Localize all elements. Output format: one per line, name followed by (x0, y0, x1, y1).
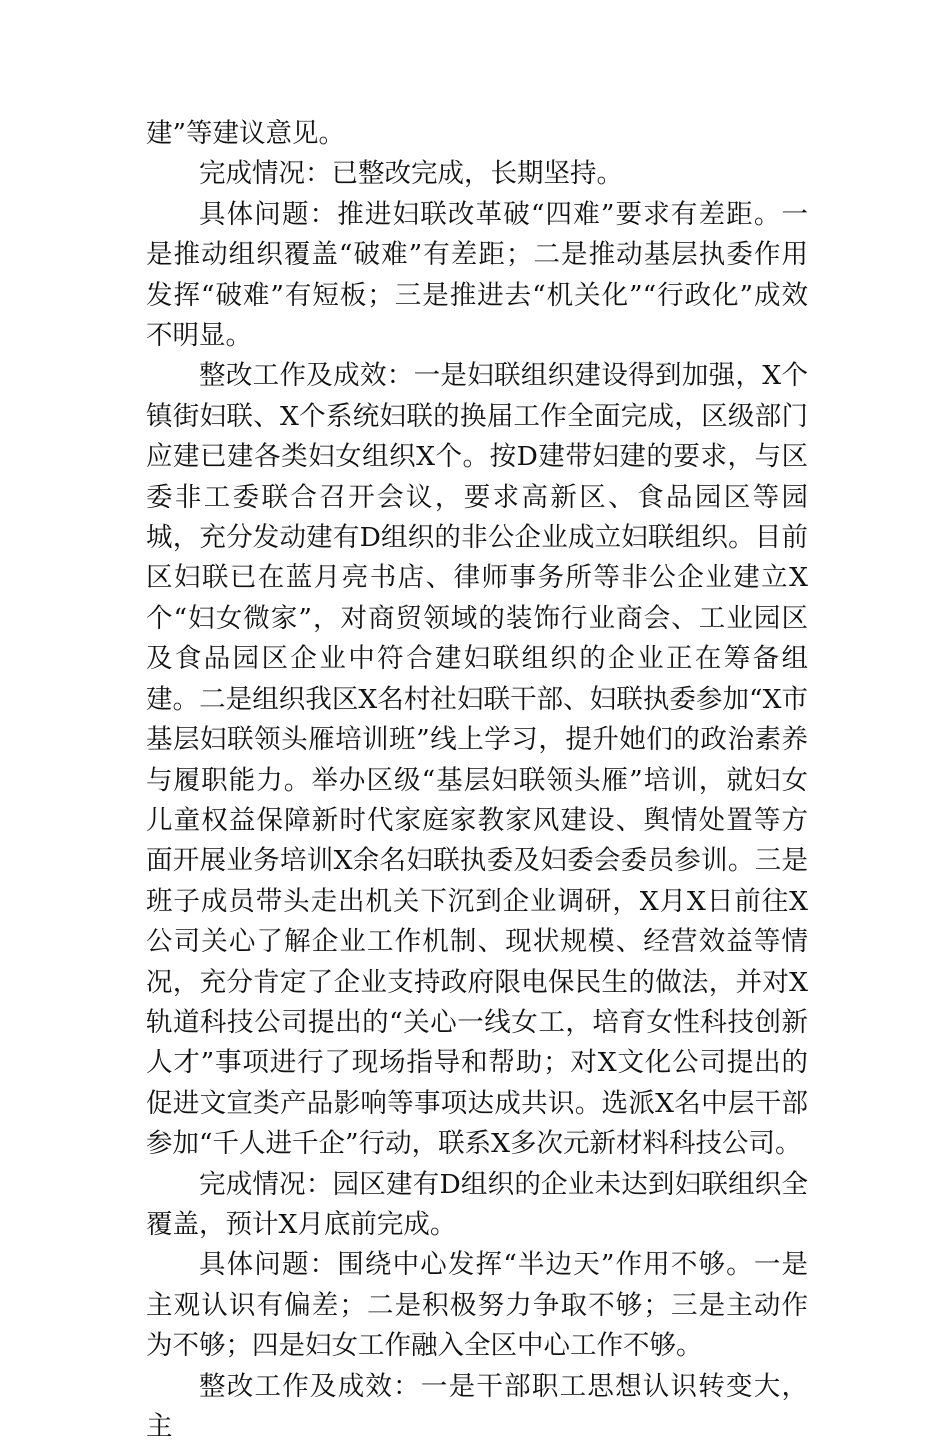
paragraph-specific-problem-2: 具体问题：围绕中心发挥“半边天”作用不够。一是主观认识有偏差；二是积极努力争取不够；三是主动作为不够；四是妇女工作融入全区中心工作不够。 (146, 1249, 808, 1362)
paragraph-specific-problem-1: 具体问题：推进妇联改革破“四难”要求有差距。一是推动组织覆盖“破难”有差距；二是推动基层执委作用发挥“破难”有短板；三是推进去“机关化”“行政化”成效不明显。 (146, 198, 808, 352)
document-body (146, 114, 808, 1447)
paragraph-completion-status-1: 完成情况：已整改完成，长期坚持。 (199, 158, 623, 190)
paragraph-continuation: 建”等建议意见。 (146, 118, 346, 149)
paragraph-rectification-results-2: 整改工作及成效：一是干部职工思想认识转变大，主 (146, 1370, 808, 1442)
paragraph-rectification-results-1: 整改工作及成效：一是妇联组织建设得到加强，X个镇街妇联、X个系统妇联的换届工作全面完成，区级部门应建已建各类妇女组织X个。按D建带妇建的要求，与区委非工委联合召开会议，要求高新区、食品园区等园城，充分发动建有D组织的非公企业成立妇联组织。目前区妇联已在蓝月亮书店、律师事务所等非公企业建立X个“妇女微家”，对商贸领域的装饰行业商会、工业园区及食品园区企业中符合建妇联组织的企业正在筹备组建。二是组织我区X名村社妇联干部、妇联执委参加“X市基层妇联领头雁培训班”线上学习，提升她们的政治素养与履职能力。举办区级“基层妇联领头雁”培训，就妇女儿童权益保障新时代家庭家教家风建设、舆情处置等方面开展业务培训X余名妇联执委及妇委会委员参训。三是班子成员带头走出机关下沉到企业调研，X月X日前往X公司关心了解企业工作机制、现状规模、经营效益等情况，充分肯定了企业支持政府限电保民生的做法，并对X轨道科技公司提出的“关心一线女工，培育女性科技创新人才”事项进行了现场指导和帮助；对X文化公司提出的促进文宣类产品影响等事项达成共识。选派X名中层干部参加“千人进千企”行动，联系X多次元新材料科技公司。 (146, 360, 808, 1160)
paragraph-completion-status-2: 完成情况：园区建有D组织的企业未达到妇联组织全覆盖，预计X月底前完成。 (146, 1168, 808, 1240)
